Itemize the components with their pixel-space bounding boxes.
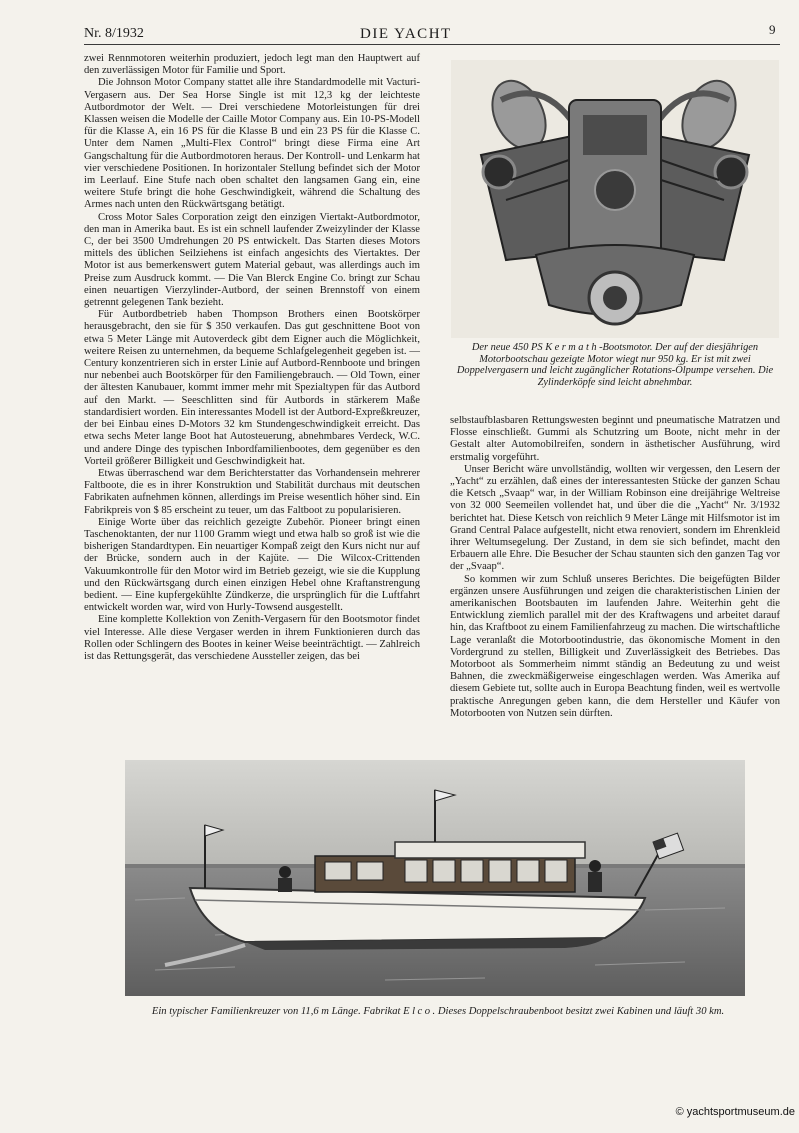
engine-photo (451, 60, 779, 338)
right-text-column (450, 415, 780, 720)
paragraph: Die Johnson Motor Company stattet alle ihre Standardmodelle mit Vacturi-Vergasern aus. Der Sea Horse Single ist mit 12,3 kg der leichteste Autbordmotor der Welt. — Drei verschiedene Motorleistungen für drei Klassen weisen die Modelle der Caille Motor Company aus. Ein 10-PS-Modell für die Klasse A, ein 16 PS für die Klasse B und ein 23 PS für die Klasse C. Unter dem Namen „Multi-Flex Control“ bringt diese Firma eine Art Gangschaltung für die Autbordmotoren heraus. Der Kontroll- und Lenkarm hat vier verschiedene Positionen. In horizontaler Stellung befindet sich der Motor im Leerlauf. Eine Stufe nach oben schaltet den langsamen Gang ein, eine weitere Stufe bringt die hohe Geschwindigkeit, während die Schaltung des Armes nach unten den Rückwärtsgang betätigt. (84, 77, 420, 211)
paragraph: Etwas überraschend war dem Berichterstatter das Vorhandensein mehrerer Faltboote, die es in ihrer Konstruktion und Stabilität durchaus mit deutschen Fabrikaten aufnehmen können, allerdings im Preise wesentlich höher sind. Ein Fabrikpreis von $ 85 erscheint zu teuer, um das Faltboot zu popularisieren. (84, 467, 420, 516)
boat-caption (108, 1006, 768, 1018)
paragraph: Eine komplette Kollektion von Zenith-Vergasern für den Bootsmotor findet viel Interesse. Alle diese Vergaser werden in ihrem Funktionieren durch das Rollen oder Schlingern des Bootes in keiner Weise beeinträchtigt. — Zahlreich ist das Rettungsgerät, das verschiedene Aussteller zeigen, das bei (84, 614, 420, 662)
issue-number: Nr. 8/1932 (84, 26, 144, 41)
journal-title: DIE YACHT (360, 26, 452, 42)
motor-cruiser-illustration (125, 760, 745, 996)
left-text-column (84, 53, 420, 663)
caption-brand: Elco (403, 1006, 433, 1017)
paragraph: Cross Motor Sales Corporation zeigt den einzigen Viertakt-Autbordmotor, den man in Amerika baut. Es ist ein schnell laufender Zweizylinder der Klasse C, der bei 3500 Umdrehungen 20 PS entwickelt. Das Starten dieses Motors mittels des üblichen Seilziehens ist einfach angesichts des Viertaktes. Der Motor ist aus bemerkenswert gutem Material gebaut, was allerdings auch im Preise zum Ausdruck kommt. — Die Van Blerck Engine Co. bringt zur Schau einen neuartigen Vierzylinder-Autbord, der seinen Brennstoff von einem getrennt gelegenen Tank bezieht. (84, 211, 420, 309)
engine-caption (450, 342, 780, 388)
copyright-watermark (650, 1106, 795, 1128)
paragraph: Unser Bericht wäre unvollständig, wollten wir vergessen, den Lesern der „Yacht“ zu erzählen, daß eines der interessantesten Stücke der ganzen Schau die Ketsch „Svaap“ war, in der William Robinson eine dreijährige Weltreise von 32 000 Seemeilen vollendet hat, und über die die „Yacht“ Nr. 3/1932 berichtet hat. Diese Ketsch von reichlich 9 Meter Länge mit Hilfsmotor ist im Grand Central Palace aufgestellt, nicht etwa renoviert, sondern im Ehrenkleid ihrer Weltumsegelung. Der Zustand, in dem sie sich befindet, macht den Erbauern alle Ehre. Die Besucher der Schau staunten sich den ganzen Tag vor der „Svaap“. (450, 463, 780, 573)
header-rule (84, 44, 780, 45)
caption-text: . Dieses Doppelschraubenboot besitzt zwei Kabinen und läuft 30 km. (432, 1006, 725, 1017)
caption-text: -Bootsmotor. Der auf der diesjährigen Motorbootschau gezeigte Motor wiegt nur 950 kg. Er ist mit zwei Doppelvergasern und leicht zugänglicher Rotations-Ölpumpe versehen. Die Zylinderköpfe sind leicht abnehmbar. (456, 342, 774, 388)
page-number: 9 (769, 22, 776, 37)
paragraph: selbstaufblasbaren Rettungswesten beginnt und pneumatische Matratzen und Flosse einschließt. Gummi als Schutzring um Boote, nicht mehr in der Gestalt alter Automobilreifen, sondern in ästhetischer Ausführung, wird erstmalig vorgeführt. (450, 415, 780, 463)
engine-illustration (451, 60, 779, 338)
caption-text: Ein typischer Familienkreuzer von 11,6 m Länge. Fabrikat (151, 1006, 401, 1017)
paragraph: Einige Worte über das reichlich gezeigte Zubehör. Pioneer bringt einen Taschenoktanten, der nur 1100 Gramm wiegt und etwa halb so groß ist wie die bisherigen Standardtypen. Ein neuartiger Kompaß zeigt den Kurs nicht nur auf der Brücke, sondern auch in der Kajüte. — Die Wilcox-Crittenden Vakuumkontrolle für den Motor wird im Betrieb gezeigt, wie sie die Kupplung und den Rückwärtsgang durch einen einzigen Hebel ohne Kraftanstrengung bedient. — Eine kupfergekühlte Zündkerze, die ursprünglich für die Luftfahrt entwickelt worden war, wird von Hurly-Towsend ausgestellt. (84, 516, 420, 614)
caption-text: Der neue 450 PS (471, 342, 543, 353)
paragraph: Für Autbordbetrieb haben Thompson Brothers einen Bootskörper herausgebracht, den sie für $ 350 verkaufen. Das gut geschnittene Boot von etwa 5 Meter Länge mit Autoverdeck gibt dem Eigner auch die Möglichkeit, weitere Reisen zu unternehmen, da bequeme Schlafgelegenheit gegeben ist. — Century konzentrieren sich in erster Linie auf Autbord-Rennboote und bringen nur nebenbei auch Bootskörper für den Familiengebrauch. — Old Town, einer der ältesten Kanubauer, kommt immer mehr mit Spezialtypen für das Autbord auf den Markt. — Seeschlitten sind für Autbords in stärkerem Maße standardisiert worden. Ein interessantes Modell ist der Autbord-Expreßkreuzer, der bei Einbau eines D-Motors 32 km Stundengeschwindigkeit erreicht. Das etwa sechs Meter lange Boot hat Autosteuerung, abnehmbares Verdeck, W.C. und andere Dinge des typischen Inbordfamilienbootes, dem gegenüber es den Vorteil größerer Billigkeit und Geschwindigkeit hat. (84, 309, 420, 467)
paragraph: zwei Rennmotoren weiterhin produziert, jedoch legt man den Hauptwert auf den zuverlässigen Motor für Familie und Sport. (84, 53, 420, 77)
watermark-text: © yachtsportmuseum.de (675, 1106, 795, 1118)
motor-cruiser-photo (125, 760, 745, 996)
paragraph: So kommen wir zum Schluß unseres Berichtes. Die beigefügten Bilder ergänzen unsere Ausführungen und zeigen die charakteristischen Linien der amerikanischen Bootsbauten im laufenden Jahre. Weiterhin geht die Entwicklung ziemlich parallel mit der des Kraftwagens und arbeitet darauf hin, das Kraftboot zu einem Familienfahrzeug zu machen. Die wirtschaftliche Lage veranlaßt die Motorbootindustrie, das ökonomische Moment in den Vordergrund zu stellen, Billigkeit und Zuverlässigkeit des Betriebes. Das Motorboot als Sommerheim nimmt ständig an Bedeutung zu und weist Bahnen, die zweckmäßigerweise eingeschlagen werden. Was Amerika auf diesem Gebiete tut, sollte auch in Europa Beachtung finden, weil es wertvolle praktische Anregungen geben kann, die dem Hersteller und Käufer von Motorbooten von Nutzen sein dürften. (450, 573, 780, 719)
caption-brand: Kermath (545, 342, 600, 353)
